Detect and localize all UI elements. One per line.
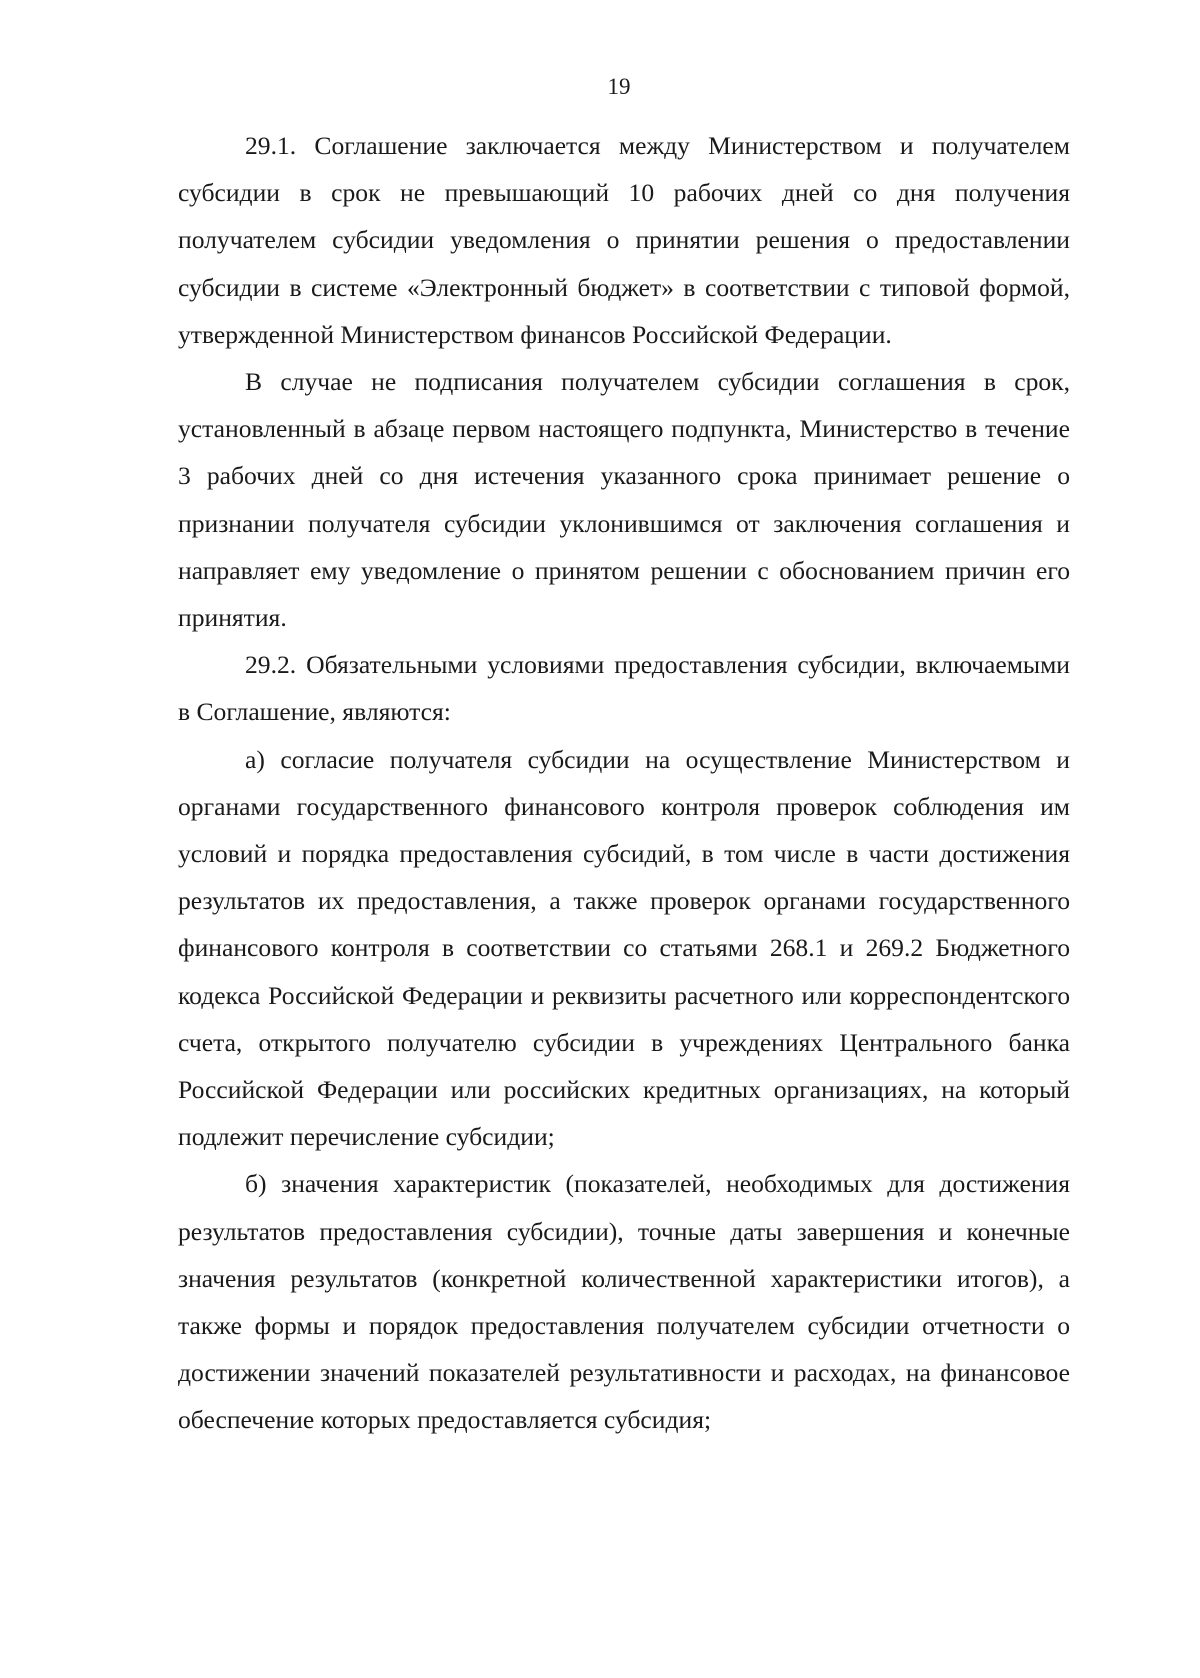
document-body xyxy=(178,122,1070,1444)
paragraph-item-b: б) значения характеристик (показателей, необходимых для достижения результатов предоставления субсидии), точные даты завершения и конечные значения результатов (конкретной количественной характеристики итогов), а также формы и порядок предоставления получателем субсидии отчетности о достижении значений показателей результативности и расходах, на финансовое обеспечение которых предоставляется субсидия; xyxy=(178,1169,1070,1435)
paragraph-29-1: 29.1. Соглашение заключается между Министерством и получателем субсидии в срок не превышающий 10 рабочих дней со дня получения получателем субсидии уведомления о принятии решения о предоставлении субсидии в системе «Электронный бюджет» в соответствии с типовой формой, утвержденной Министерством финансов Российской Федерации. xyxy=(178,131,1070,349)
page-number: 19 xyxy=(607,74,631,99)
paragraph-unsigned-agreement: В случае не подписания получателем субсидии соглашения в срок, установленный в абзаце первом настоящего подпункта, Министерство в течение 3 рабочих дней со дня истечения указанного срока принимает решение о признании получателя субсидии уклонившимся от заключения соглашения и направляет ему уведомление о принятом решении с обоснованием причин его принятия. xyxy=(178,367,1070,633)
paragraph-29-2: 29.2. Обязательными условиями предоставления субсидии, включаемыми в Соглашение, являются: xyxy=(178,650,1070,727)
paragraph-item-a: а) согласие получателя субсидии на осуществление Министерством и органами государственного финансового контроля проверок соблюдения им условий и порядка предоставления субсидий, в том числе в части достижения результатов их предоставления, а также проверок органами государственного финансового контроля в соответствии со статьями 268.1 и 269.2 Бюджетного кодекса Российской Федерации и реквизиты расчетного или корреспондентского счета, открытого получателю субсидии в учреждениях Центрального банка Российской Федерации или российских кредитных организациях, на который подлежит перечисление субсидии; xyxy=(178,744,1070,1152)
